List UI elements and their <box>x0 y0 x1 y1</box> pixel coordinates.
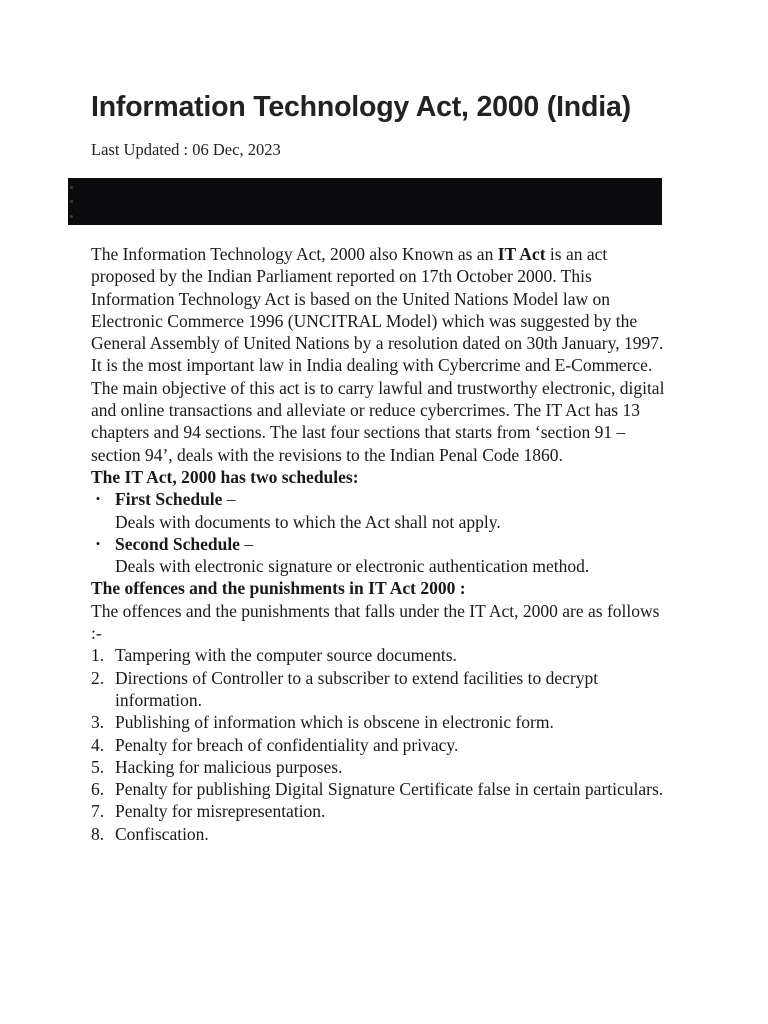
banner-dot <box>70 186 73 189</box>
item-number: 6. <box>91 779 105 800</box>
item-number: 3. <box>91 712 105 733</box>
offence-text: Hacking for malicious purposes. <box>115 756 343 777</box>
item-number: 4. <box>91 734 105 755</box>
list-item <box>91 488 671 533</box>
intro-text: The Information Technology Act, 2000 also Known as an <box>91 244 498 264</box>
offence-text: Penalty for breach of confidentiality and privacy. <box>115 734 459 755</box>
item-number: 7. <box>91 801 105 822</box>
offence-text: Penalty for misrepresentation. <box>115 801 326 822</box>
last-updated-date: Last Updated : 06 Dec, 2023 <box>91 140 281 159</box>
schedule-dash: – <box>239 533 254 554</box>
offence-text: Penalty for publishing Digital Signature Certificate false in certain particulars. <box>115 779 664 800</box>
offences-heading <box>91 577 671 599</box>
offences-heading-text: The offences and the punishments in IT Act 2000 : <box>91 578 466 599</box>
offence-text: Confiscation. <box>115 823 209 844</box>
list-item <box>91 756 671 778</box>
item-number: 2. <box>91 667 105 688</box>
intro-paragraph <box>91 243 671 377</box>
list-item <box>91 533 671 578</box>
schedule-title: First Schedule <box>115 489 223 510</box>
offences-intro: The offences and the punishments that falls under the IT Act, 2000 are as follows :- <box>91 600 660 644</box>
schedule-title: Second Schedule <box>115 533 240 554</box>
schedules-heading-text: The IT Act, 2000 has two schedules: <box>91 466 359 487</box>
list-item <box>91 667 671 712</box>
list-item <box>91 778 671 800</box>
banner-dot <box>70 200 73 203</box>
list-item <box>91 734 671 756</box>
schedule-description: Deals with documents to which the Act shall not apply. <box>115 511 501 532</box>
article-body <box>91 243 671 845</box>
item-number: 5. <box>91 756 105 777</box>
list-item <box>91 644 671 666</box>
it-act-bold: IT Act <box>497 244 546 264</box>
offence-text: Directions of Controller to a subscriber to extend facilities to decrypt information. <box>115 667 599 710</box>
schedule-description: Deals with electronic signature or electronic authentication method. <box>115 556 590 577</box>
bullet-icon: • <box>95 491 101 507</box>
banner-dot <box>70 215 73 218</box>
item-number: 1. <box>91 645 105 666</box>
intro-text-continued: is an act proposed by the Indian Parliament reported on 17th October 2000. This Information Technology Act is based on the United Nations Model law on Electronic Commerce 1996 (UNCITRAL Model) which was suggested by the General Assembly of United Nations by a resolution dated on 30th January, 1997. It is the most important law in India dealing with Cybercrime and E-Commerce. <box>91 244 664 376</box>
item-number: 8. <box>91 823 105 844</box>
schedule-dash: – <box>222 489 236 510</box>
schedules-heading <box>91 466 671 488</box>
bullet-icon: • <box>95 535 101 551</box>
list-item <box>91 823 671 845</box>
list-item <box>91 711 671 733</box>
page-title: Information Technology Act, 2000 (India) <box>91 91 631 123</box>
redacted-banner <box>68 178 662 225</box>
schedules-list <box>91 488 671 577</box>
offence-text: Tampering with the computer source documents. <box>115 645 457 666</box>
list-item <box>91 800 671 822</box>
objective-paragraph: The main objective of this act is to carry lawful and trustworthy electronic, digital and online transactions and alleviate or reduce cybercrimes. The IT Act has 13 chapters and 94 sections. The last four sections that starts from ‘section 91 – section 94’, deals with the revisions to the Indian Penal Code 1860. <box>91 377 665 465</box>
offences-list <box>91 644 671 845</box>
offence-text: Publishing of information which is obscene in electronic form. <box>115 712 554 733</box>
